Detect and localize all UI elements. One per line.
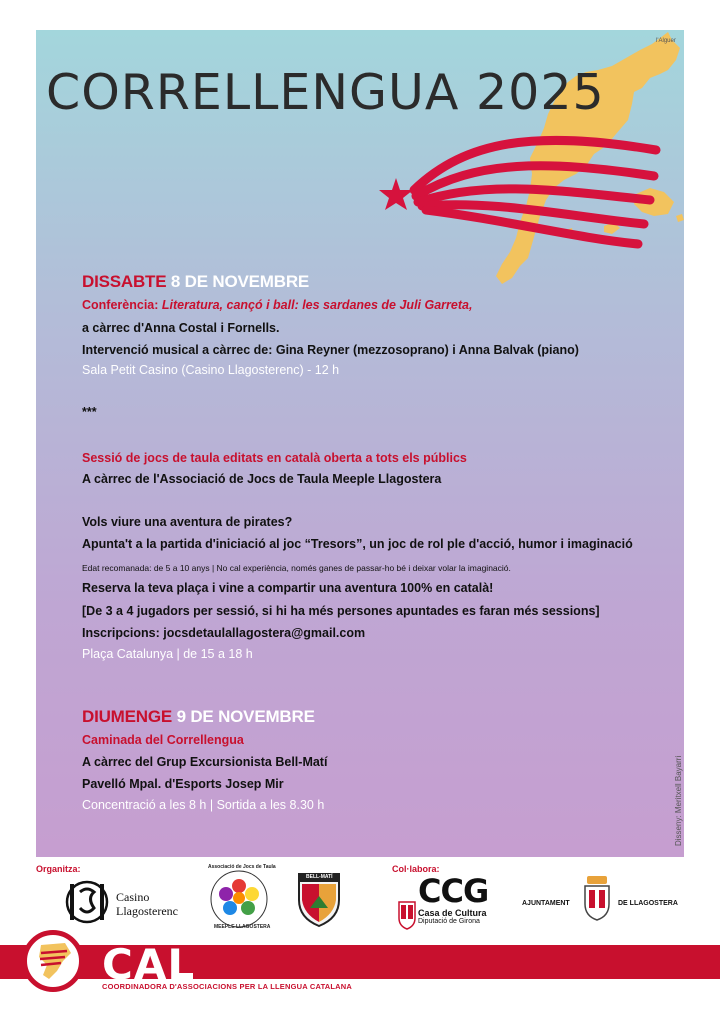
meeple-top-text: Associació de Jocs de Taula <box>208 864 276 870</box>
collabora-label: Col·labora: <box>392 864 440 874</box>
sunday-day: DIUMENGE <box>82 707 173 726</box>
poster-background <box>36 30 684 857</box>
walk-title: Caminada del Correllengua <box>82 733 244 747</box>
speaker-line: a càrrec d'Anna Costal i Fornells. <box>82 321 280 335</box>
saturday-section <box>82 272 309 292</box>
age-note: Edat recomanada: de 5 a 10 anys | No cal experiència, només ganes de passar-ho bé i deixar volar la imaginació. <box>82 563 511 573</box>
cal-emblem <box>22 930 84 992</box>
sunday-section <box>82 707 315 727</box>
casino-emblem-icon <box>64 876 110 928</box>
games-title: Sessió de jocs de taula editats en català oberta a tots els públics <box>82 451 467 465</box>
girona-shield-icon <box>398 900 416 930</box>
conference-line <box>82 295 472 316</box>
llagostera-shield-icon <box>582 874 612 922</box>
bellmati-logo <box>296 868 342 933</box>
cal-subtitle: COORDINADORA D'ASSOCIACIONS PER LA LLENGUA CATALANA <box>102 982 353 991</box>
pirates-description: Apunta't a la partida d'iniciació al joc “Tresors”, un joc de rol ple d'acció, humor i imaginació <box>82 537 633 551</box>
walk-place: Pavelló Mpal. d'Esports Josep Mir <box>82 777 284 791</box>
bellmati-text: BELL-MATÍ <box>306 874 333 880</box>
design-credit: Disseny: Meritxell Bayarri <box>674 755 683 846</box>
ccg-line1: Casa de Cultura <box>418 908 487 918</box>
star-ribbon-graphic <box>376 120 666 260</box>
games-venue: Plaça Catalunya | de 15 a 18 h <box>82 647 253 661</box>
page-title: CORRELLENGUA 2025 <box>46 64 605 121</box>
separator: *** <box>82 405 97 419</box>
walk-organizer: A càrrec del Grup Excursionista Bell-Matí <box>82 755 328 769</box>
conference-venue: Sala Petit Casino (Casino Llagosterenc) - 12 h <box>82 363 340 377</box>
meeple-logo <box>206 864 276 932</box>
ccg-line2: Diputació de Girona <box>418 918 480 925</box>
ajuntament-text: AJUNTAMENT <box>522 900 570 907</box>
sunday-heading <box>82 707 315 727</box>
reserve-line: Reserva la teva plaça i vine a compartir una aventura 100% en català! <box>82 581 494 595</box>
pirates-question: Vols viure una aventura de pirates? <box>82 515 293 529</box>
cal-logo-text: CAL <box>102 940 196 989</box>
organitza-label: Organitza: <box>36 864 81 874</box>
casino-logo <box>64 876 178 933</box>
music-line: Intervenció musical a càrrec de: Gina Reyner (mezzosoprano) i Anna Balvak (piano) <box>82 343 579 357</box>
ccg-text: CCG <box>418 872 489 910</box>
meeple-bottom-text: MEEPLE LLAGOSTERA <box>214 924 271 930</box>
cal-map-icon <box>27 935 79 987</box>
walk-time: Concentració a les 8 h | Sortida a les 8.30 h <box>82 798 325 812</box>
casino-line1: Casino <box>116 890 150 904</box>
conference-title: Literatura, cançó i ball: les sardanes de Juli Garreta, <box>161 298 473 312</box>
games-organizer: A càrrec de l'Associació de Jocs de Taula Meeple Llagostera <box>82 472 442 486</box>
saturday-day: DISSABTE <box>82 272 167 291</box>
casino-line2: Llagosterenc <box>116 904 178 918</box>
llagostera-text: DE LLAGOSTERA <box>618 900 678 907</box>
sunday-date: 9 DE NOVEMBRE <box>176 707 315 726</box>
saturday-heading <box>82 272 309 292</box>
players-line: [De 3 a 4 jugadors per sessió, si hi ha més persones apuntades es faran més sessions] <box>82 604 600 618</box>
inscriptions-line: Inscripcions: jocsdetaulallagostera@gmail.com <box>82 626 366 640</box>
meeple-emblem-icon <box>206 866 272 932</box>
map-caption: l'Alguer <box>656 38 676 44</box>
saturday-date: 8 DE NOVEMBRE <box>170 272 310 291</box>
conference-prefix: Conferència: <box>82 298 162 312</box>
